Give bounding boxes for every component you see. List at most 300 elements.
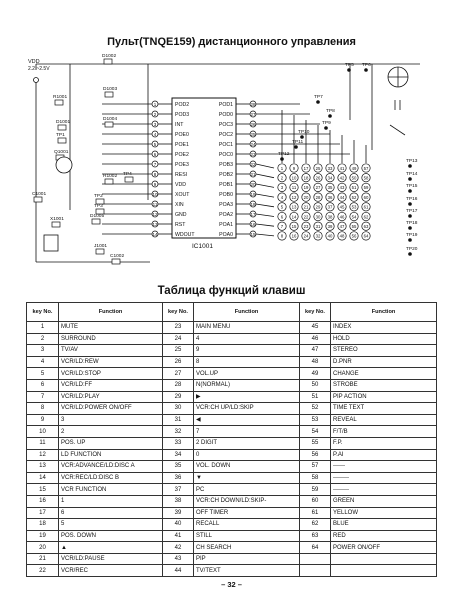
function-cell: TV/TEXT	[194, 565, 300, 577]
function-cell: VOL.UP	[194, 368, 300, 380]
function-cell: VCR:REC/LD:DISC B	[59, 472, 163, 484]
vdd-label: VDD	[28, 59, 40, 65]
table-row	[27, 542, 437, 554]
table-row	[27, 391, 437, 403]
table-row	[27, 426, 437, 438]
transistor-symbol	[56, 157, 72, 173]
function-cell: PC	[194, 484, 300, 496]
test-point-label: TP10	[298, 130, 310, 135]
table-row	[27, 472, 437, 484]
key-number-cell: 25	[163, 345, 194, 357]
test-point-label: TP20	[406, 247, 418, 252]
test-point-label: TP15	[406, 184, 418, 189]
key-number-cell: 31	[163, 414, 194, 426]
pin-number: 11	[152, 202, 158, 207]
wire	[256, 224, 274, 226]
test-point	[408, 252, 412, 256]
vdd-voltage: 2.2 ~2.5V	[28, 66, 50, 72]
test-point	[408, 238, 412, 242]
key-number-cell: 41	[163, 530, 194, 542]
component-symbol	[58, 125, 66, 130]
key-switch-number: 6	[280, 214, 284, 220]
key-switch-number: 13	[291, 204, 297, 210]
function-cell: VCR/REC	[59, 565, 163, 577]
key-number-cell: 38	[163, 495, 194, 507]
function-cell: 4	[194, 333, 300, 345]
ic-pin-label: RST	[175, 222, 186, 228]
function-cell: REVEAL	[331, 414, 437, 426]
key-number-cell: 30	[163, 403, 194, 415]
wire	[256, 214, 274, 217]
key-switch-number: 34	[327, 175, 333, 181]
key-number-cell: 5	[27, 368, 59, 380]
test-point	[408, 226, 412, 230]
component-label: TP3	[94, 204, 103, 209]
component-symbol	[52, 222, 60, 227]
key-number-cell: 55	[300, 437, 331, 449]
test-point-label: TP14	[406, 172, 418, 177]
key-number-cell: 33	[163, 437, 194, 449]
key-number-cell: 54	[300, 426, 331, 438]
pin-number: 9	[153, 182, 157, 187]
ic-pin-label: POC3	[218, 122, 233, 128]
function-cell: 6	[59, 507, 163, 519]
key-number-cell: 43	[163, 553, 194, 565]
key-number-cell: 53	[300, 414, 331, 426]
function-cell: D.PNR	[331, 356, 437, 368]
test-point-label: TP7	[314, 95, 323, 100]
test-point	[324, 126, 328, 130]
test-point	[408, 202, 412, 206]
key-switch-number: 63	[363, 224, 369, 229]
component-label: C1001	[32, 192, 47, 197]
key-number-cell	[300, 553, 331, 565]
key-number-cell: 2	[27, 333, 59, 345]
key-switch-number: 31	[315, 224, 321, 229]
table-row	[27, 449, 437, 461]
table-row	[27, 345, 437, 357]
function-cell: 3	[59, 414, 163, 426]
function-cell: INDEX	[331, 322, 437, 334]
key-number-cell: 57	[300, 461, 331, 473]
key-number-cell: 23	[163, 322, 194, 334]
function-cell: 9	[194, 345, 300, 357]
function-cell: MUTE	[59, 322, 163, 334]
table-row	[27, 507, 437, 519]
table-row	[27, 333, 437, 345]
key-switch-number: 28	[315, 194, 321, 200]
pin-number: 6	[153, 152, 157, 157]
pin-number: 21	[250, 172, 256, 177]
pin-number: 15	[250, 232, 256, 237]
function-cell: VCR/LD:FF	[59, 379, 163, 391]
key-switch-number: 12	[291, 194, 297, 200]
component-label: J1001	[94, 244, 108, 249]
key-switch-number: 30	[315, 214, 321, 220]
key-number-cell: 46	[300, 333, 331, 345]
table-row	[27, 519, 437, 531]
function-cell	[331, 565, 437, 577]
key-number-cell: 26	[163, 356, 194, 368]
key-number-cell: 3	[27, 345, 59, 357]
ic-pin-label: POE1	[175, 142, 189, 148]
schematic-diagram	[0, 0, 463, 282]
key-switch-number: 33	[327, 165, 333, 171]
key-number-cell: 22	[27, 565, 59, 577]
key-switch-number: 58	[363, 175, 369, 181]
function-cell: RECALL	[194, 519, 300, 531]
function-cell: SURROUND	[59, 333, 163, 345]
function-cell: RED	[331, 530, 437, 542]
key-switch-number: 47	[339, 224, 345, 229]
key-number-cell: 8	[27, 403, 59, 415]
function-cell: VCR:ADVANCE/LD:DISC A	[59, 461, 163, 473]
key-number-cell: 14	[27, 472, 59, 484]
key-switch-number: 52	[351, 194, 357, 200]
component-symbol	[34, 197, 42, 202]
key-number-cell: 7	[27, 391, 59, 403]
test-point	[328, 114, 332, 118]
key-switch-number: 20	[303, 194, 309, 200]
component-symbol	[58, 138, 66, 143]
key-number-cell: 24	[163, 333, 194, 345]
key-switch-number: 32	[315, 233, 321, 239]
function-cell: STEREO	[331, 345, 437, 357]
function-header: Function	[59, 303, 163, 322]
ic-pin-label: VDD	[175, 182, 186, 188]
key-number-cell: 49	[300, 368, 331, 380]
key-number-cell: 44	[163, 565, 194, 577]
key-switch-number: 36	[327, 194, 333, 200]
wire	[256, 194, 274, 197]
component-symbol	[55, 100, 63, 105]
key-number-cell: 10	[27, 426, 59, 438]
crystal-symbol	[44, 235, 58, 251]
table-row	[27, 322, 437, 334]
function-cell: ▼	[194, 472, 300, 484]
key-number-cell: 39	[163, 507, 194, 519]
ic-pin-label: RESI	[175, 172, 188, 178]
function-cell: 0	[194, 449, 300, 461]
component-symbol	[92, 219, 100, 224]
key-number-cell: 12	[27, 449, 59, 461]
pin-number: 1	[153, 102, 157, 107]
key-number-cell: 20	[27, 542, 59, 554]
key-number-cell	[300, 565, 331, 577]
table-row	[27, 484, 437, 496]
key-switch-number: 37	[327, 204, 333, 210]
function-cell: 7	[194, 426, 300, 438]
key-number-cell: 17	[27, 507, 59, 519]
ic-label: IC1001	[192, 243, 213, 250]
pin-number: 8	[153, 172, 157, 177]
test-point-label: TP9	[322, 121, 331, 126]
key-switch-number: 53	[351, 204, 357, 210]
ic-pin-label: WDOUT	[175, 232, 195, 238]
wire	[256, 204, 274, 207]
pin-number: 4	[153, 132, 157, 137]
test-point-label: TP6	[362, 63, 371, 68]
function-cell	[331, 553, 437, 565]
key-number-cell: 47	[300, 345, 331, 357]
key-switch-number: 64	[363, 233, 369, 239]
function-cell: VCR/LD:PLAY	[59, 391, 163, 403]
ic-pin-label: POD3	[175, 112, 190, 118]
ic-pin-label: XOUT	[175, 192, 190, 198]
key-switch-number: 61	[363, 204, 369, 210]
key-switch-number: 14	[291, 214, 297, 220]
key-switch-number: 44	[339, 194, 345, 200]
key-number-cell: 58	[300, 472, 331, 484]
function-cell: ◀	[194, 414, 300, 426]
table-row	[27, 414, 437, 426]
function-cell: PIP	[194, 553, 300, 565]
table-row	[27, 368, 437, 380]
key-switch-number: 1	[280, 165, 284, 171]
ic-pin-label: POB2	[219, 172, 233, 178]
pin-number: 27	[250, 112, 256, 117]
component-label: Q1001	[54, 150, 69, 155]
key-number-cell: 21	[27, 553, 59, 565]
function-cell: VCR/LD:REW	[59, 356, 163, 368]
test-point-label: TP5	[345, 63, 354, 68]
key-switch-number: 11	[291, 185, 297, 191]
pin-number: 23	[250, 152, 256, 157]
key-number-cell: 51	[300, 391, 331, 403]
ic-pin-label: POE2	[175, 152, 189, 158]
pin-number: 2	[153, 112, 157, 117]
key-number-cell: 1	[27, 322, 59, 334]
function-cell: BLUE	[331, 519, 437, 531]
function-cell: POS. DOWN	[59, 530, 163, 542]
ic-pin-label: INT	[175, 122, 184, 128]
ic-pin-label: POA1	[219, 222, 233, 228]
component-label: C1002	[110, 254, 125, 259]
component-label: TP2	[94, 194, 103, 199]
function-cell: PIP ACTION	[331, 391, 437, 403]
function-cell: VOL. DOWN	[194, 461, 300, 473]
key-switch-number: 2	[280, 175, 284, 181]
pin-number: 7	[153, 162, 157, 167]
function-cell: 2 DIGIT	[194, 437, 300, 449]
table-row	[27, 437, 437, 449]
test-point	[294, 145, 298, 149]
key-number-cell: 40	[163, 519, 194, 531]
key-switch-number: 23	[303, 224, 309, 229]
ic-pin-label: POB3	[219, 162, 233, 168]
component-label: R1002	[103, 174, 118, 179]
test-point	[408, 177, 412, 181]
key-number-cell: 27	[163, 368, 194, 380]
pin-number: 13	[152, 222, 158, 227]
function-cell: 8	[194, 356, 300, 368]
ic-pin-label: POD2	[175, 102, 190, 108]
ic-pin-label: GND	[175, 212, 187, 218]
test-point	[408, 189, 412, 193]
key-switch-number: 42	[339, 175, 345, 181]
function-cell: STILL	[194, 530, 300, 542]
key-number-cell: 50	[300, 379, 331, 391]
key-switch-number: 26	[315, 175, 321, 181]
key-number-cell: 56	[300, 449, 331, 461]
ic-pin-label: POA2	[219, 212, 233, 218]
ic-pin-label: POA3	[219, 202, 233, 208]
key-switch-number: 50	[351, 175, 357, 181]
ic-pin-label: POC0	[218, 152, 233, 158]
function-cell: VCR:CH DOWN/LD:SKIP-	[194, 495, 300, 507]
function-cell: VCR FUNCTION	[59, 484, 163, 496]
key-number-cell: 62	[300, 519, 331, 531]
key-number-cell: 6	[27, 379, 59, 391]
table-row	[27, 530, 437, 542]
key-switch-number: 5	[280, 204, 284, 210]
key-number-cell: 28	[163, 379, 194, 391]
key-switch-number: 29	[315, 204, 321, 210]
test-point	[300, 135, 304, 139]
key-switch-number: 17	[303, 165, 309, 171]
component-symbol	[96, 249, 104, 254]
component-label: D1004	[103, 117, 118, 122]
key-number-cell: 52	[300, 403, 331, 415]
function-cell: CH SEARCH	[194, 542, 300, 554]
function-cell: HOLD	[331, 333, 437, 345]
key-switch-number: 19	[303, 185, 309, 191]
pin-number: 24	[250, 142, 256, 147]
key-number-cell: 60	[300, 495, 331, 507]
pin-number: 12	[152, 212, 158, 217]
key-number-cell: 32	[163, 426, 194, 438]
key-number-cell: 61	[300, 507, 331, 519]
key-number-cell: 48	[300, 356, 331, 368]
function-cell: ▶	[194, 391, 300, 403]
ic-pin-label: POD0	[218, 112, 233, 118]
test-point-label: TP8	[326, 109, 335, 114]
key-switch-number: 16	[291, 233, 297, 239]
function-cell: 5	[59, 519, 163, 531]
key-switch-number: 38	[327, 214, 333, 220]
component-symbol	[125, 177, 133, 182]
function-cell: MAIN MENU	[194, 322, 300, 334]
key-switch-number: 27	[315, 185, 321, 191]
function-header: Function	[331, 303, 437, 322]
key-switch-number: 21	[303, 204, 309, 210]
function-cell: VCR:CH UP/LD:SKIP	[194, 403, 300, 415]
function-header: Function	[194, 303, 300, 322]
key-switch-number: 56	[351, 233, 357, 239]
function-cell: YELLOW	[331, 507, 437, 519]
component-label: D1002	[102, 54, 117, 59]
wire	[256, 184, 274, 187]
key-switch-number: 59	[363, 185, 369, 191]
function-cell: OFF TIMER	[194, 507, 300, 519]
component-label: D1005	[90, 214, 105, 219]
key-switch-number: 60	[363, 194, 369, 200]
key-number-cell: 64	[300, 542, 331, 554]
function-cell: F/T/B	[331, 426, 437, 438]
key-number-cell: 35	[163, 461, 194, 473]
wire	[256, 174, 274, 178]
key-switch-number: 7	[280, 224, 284, 229]
function-cell: TIME TEXT	[331, 403, 437, 415]
function-cell: VCR/LD:PAUSE	[59, 553, 163, 565]
key-number-cell: 63	[300, 530, 331, 542]
function-cell: GREEN	[331, 495, 437, 507]
key-number-cell: 18	[27, 519, 59, 531]
function-cell: 1	[59, 495, 163, 507]
key-switch-number: 39	[327, 224, 333, 229]
ic-pin-label: POB1	[219, 182, 233, 188]
function-cell: VCR/LD:STOP	[59, 368, 163, 380]
test-point	[408, 164, 412, 168]
pin-number: 20	[250, 182, 256, 187]
function-cell: POS. UP	[59, 437, 163, 449]
key-number-cell: 59	[300, 484, 331, 496]
key-switch-number: 45	[339, 204, 345, 210]
test-point	[280, 157, 284, 161]
function-cell: TV/AV	[59, 345, 163, 357]
key-switch-number: 54	[351, 214, 357, 220]
table-row	[27, 379, 437, 391]
function-cell: --------	[331, 472, 437, 484]
key-switch-number: 55	[351, 224, 357, 229]
key-number-cell: 37	[163, 484, 194, 496]
pin-number: 25	[250, 132, 256, 137]
test-point-label: TP18	[406, 221, 418, 226]
key-switch-number: 18	[303, 175, 309, 181]
key-number-cell: 45	[300, 322, 331, 334]
pin-number: 22	[250, 162, 256, 167]
pin-number: 28	[250, 102, 256, 107]
key-switch-number: 51	[351, 185, 357, 191]
table-header-row	[27, 303, 437, 322]
ic-pin-label: POE0	[175, 132, 189, 138]
component-label: TP1	[56, 133, 65, 138]
key-no-header: key No.	[300, 303, 331, 322]
key-number-cell: 4	[27, 356, 59, 368]
schematic-title: Пульт(TNQE159) дистанционного управления	[107, 36, 356, 48]
component-symbol	[112, 259, 120, 264]
key-switch-number: 4	[280, 194, 284, 200]
table-row	[27, 553, 437, 565]
key-switch-number: 15	[291, 224, 297, 229]
key-no-header: key No.	[163, 303, 194, 322]
test-point	[316, 100, 320, 104]
ic-pin-label: XIN	[175, 202, 184, 208]
table-row	[27, 495, 437, 507]
function-cell: VCR/LD:POWER ON/OFF	[59, 403, 163, 415]
switch-symbol	[390, 125, 405, 135]
key-switch-number: 22	[303, 214, 309, 220]
function-cell: POWER ON/OFF	[331, 542, 437, 554]
wire	[256, 164, 274, 168]
function-cell: --------	[331, 484, 437, 496]
function-cell: STROBE	[331, 379, 437, 391]
key-switch-number: 41	[339, 165, 345, 171]
test-point-label: TP11	[292, 140, 304, 145]
pin-number: 17	[250, 212, 256, 217]
ic-pin-label: POD1	[218, 102, 233, 108]
function-cell: LD FUNCTION	[59, 449, 163, 461]
ic-pin-label: POE3	[175, 162, 189, 168]
key-number-cell: 16	[27, 495, 59, 507]
key-switch-number: 3	[280, 185, 284, 191]
key-switch-number: 40	[327, 233, 333, 239]
component-symbol	[105, 92, 113, 97]
pin-number: 18	[250, 202, 256, 207]
component-symbol	[105, 179, 113, 184]
ic-pin-label: POB0	[219, 192, 233, 198]
ic-pin-label: POC2	[218, 132, 233, 138]
